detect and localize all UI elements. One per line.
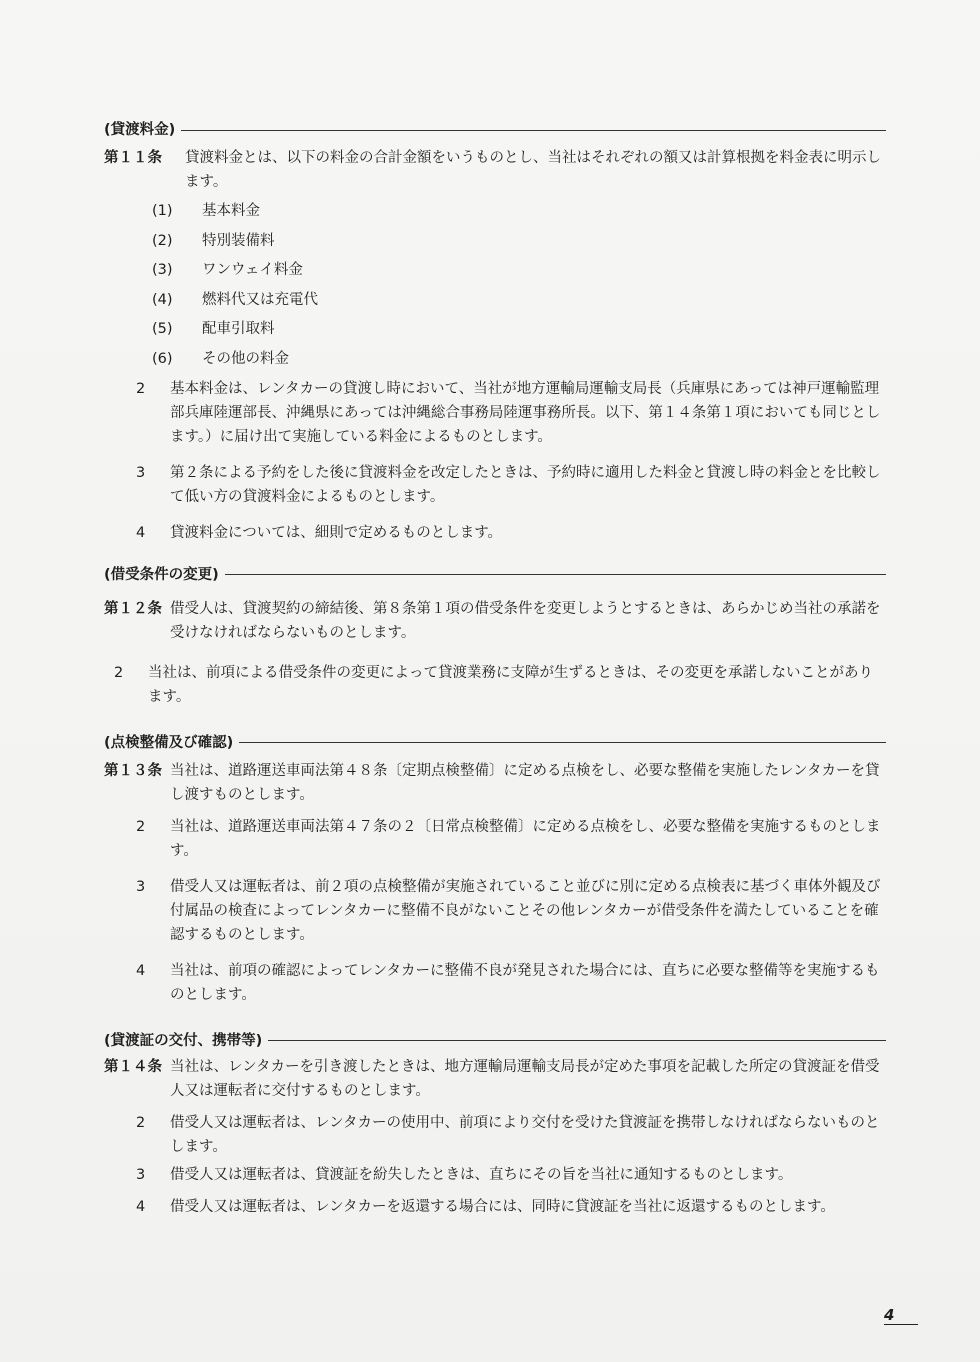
list-item <box>152 286 886 316</box>
article-12 <box>104 597 886 645</box>
paragraph-number: 3 <box>136 878 146 895</box>
section-heading <box>104 1029 886 1053</box>
paragraph <box>104 1163 886 1187</box>
item-text: 燃料代又は充電代 <box>202 291 318 308</box>
paragraph-number: 4 <box>136 962 146 979</box>
paragraph-text: 貸渡料金については、細則で定めるものとします。 <box>170 524 503 541</box>
section-heading <box>104 563 886 587</box>
article-number: 第１３条 <box>104 762 162 779</box>
item-number: (6) <box>152 350 173 367</box>
list-item <box>152 345 886 375</box>
paragraph-number: 2 <box>114 664 124 681</box>
heading-rule <box>225 574 886 575</box>
article-text: 当社は、道路運送車両法第４８条〔定期点検整備〕に定める点検をし、必要な整備を実施したレンタカーを貸し渡すものとします。 <box>170 762 880 803</box>
paragraph-number: 3 <box>136 1166 146 1183</box>
article-text: 借受人は、貸渡契約の締結後、第８条第１項の借受条件を変更しようとするときは、あらかじめ当社の承諾を受けなければならないものとします。 <box>170 600 881 641</box>
heading-text: (点検整備及び確認) <box>104 734 234 751</box>
paragraph-number: 2 <box>136 1114 146 1131</box>
paragraph-number: 3 <box>136 464 146 481</box>
paragraph <box>104 875 886 947</box>
article-text: 貸渡料金とは、以下の料金の合計金額をいうものとし、当社はそれぞれの額又は計算根拠を料金表に明示します。 <box>185 150 881 190</box>
paragraph <box>104 377 886 449</box>
paragraph-text: 当社は、前項の確認によってレンタカーに整備不良が発見された場合には、直ちに必要な整備等を実施するものとします。 <box>170 962 880 1003</box>
heading-rule <box>268 1040 886 1041</box>
paragraph-number: 2 <box>136 380 146 397</box>
item-number: (2) <box>152 232 173 249</box>
paragraph <box>104 461 886 509</box>
item-text: ワンウェイ料金 <box>202 262 303 279</box>
page-number-underline <box>884 1324 918 1325</box>
paragraph <box>104 661 886 709</box>
list-item <box>152 197 886 227</box>
list-item <box>152 227 886 257</box>
fee-items-list <box>152 197 886 375</box>
page-number: 4 <box>884 1306 895 1324</box>
heading-rule <box>181 130 886 131</box>
paragraph-text: 当社は、前項による借受条件の変更によって貸渡業務に支障が生ずるときは、その変更を承諾しないことがあります。 <box>148 664 873 705</box>
heading-text: (貸渡証の交付、携帯等) <box>104 1032 263 1049</box>
article-11 <box>104 146 886 194</box>
item-number: (1) <box>152 203 173 219</box>
article-number: 第１２条 <box>104 600 162 617</box>
heading-text: (借受条件の変更) <box>104 566 219 583</box>
paragraph <box>104 959 886 1007</box>
paragraph <box>104 1111 886 1159</box>
paragraph-number: 4 <box>136 1198 146 1215</box>
paragraph-text: 借受人又は運転者は、貸渡証を紛失したときは、直ちにその旨を当社に通知するものとします。 <box>170 1166 793 1183</box>
paragraph-number: 2 <box>136 818 146 835</box>
item-number: (5) <box>152 321 173 338</box>
article-number: 第１１条 <box>104 150 162 166</box>
item-number: (4) <box>152 291 173 308</box>
article-13 <box>104 759 886 807</box>
paragraph-text: 当社は、道路運送車両法第４７条の２〔日常点検整備〕に定める点検をし、必要な整備を実施するものとします。 <box>170 818 881 859</box>
article-14 <box>104 1055 886 1103</box>
article-number: 第１４条 <box>104 1058 162 1075</box>
paragraph <box>104 521 886 545</box>
paragraph-text: 借受人又は運転者は、レンタカーを返還する場合には、同時に貸渡証を当社に返還するものとします。 <box>170 1198 835 1215</box>
item-text: 特別装備料 <box>202 232 275 249</box>
heading-text: (貸渡料金) <box>104 122 176 138</box>
item-text: 配車引取料 <box>202 321 275 338</box>
list-item <box>152 256 886 286</box>
section-heading <box>104 731 886 755</box>
section-heading <box>104 118 886 142</box>
document-content <box>104 118 886 1219</box>
heading-rule <box>239 742 886 743</box>
article-text: 当社は、レンタカーを引き渡したときは、地方運輸局運輸支局長が定めた事項を記載した所定の貸渡証を借受人又は運転者に交付するものとします。 <box>170 1058 880 1099</box>
paragraph-text: 基本料金は、レンタカーの貸渡し時において、当社が地方運輸局運輸支局長（兵庫県にあっては神戸運輸監理部兵庫陸運部長、沖縄県にあっては沖縄総合事務局陸運事務所長。以下、第１４条第１項においても同じとします。）に届け出て実施している料金によるものとします。 <box>170 380 881 445</box>
list-item <box>152 315 886 345</box>
item-number: (3) <box>152 262 173 279</box>
paragraph <box>104 815 886 863</box>
item-text: 基本料金 <box>202 203 260 219</box>
paragraph-text: 借受人又は運転者は、前２項の点検整備が実施されていること並びに別に定める点検表に基づく車体外観及び付属品の検査によってレンタカーに整備不良がないことその他レンタカーが借受条件を満たしていることを確認するものとします。 <box>170 878 881 943</box>
item-text: その他の料金 <box>202 350 289 367</box>
paragraph <box>104 1195 886 1219</box>
paragraph-text: 借受人又は運転者は、レンタカーの使用中、前項により交付を受けた貸渡証を携帯しなければならないものとします。 <box>170 1114 880 1155</box>
paragraph-number: 4 <box>136 524 146 541</box>
paragraph-text: 第２条による予約をした後に貸渡料金を改定したときは、予約時に適用した料金と貸渡し時の料金とを比較して低い方の貸渡料金によるものとします。 <box>170 464 881 505</box>
